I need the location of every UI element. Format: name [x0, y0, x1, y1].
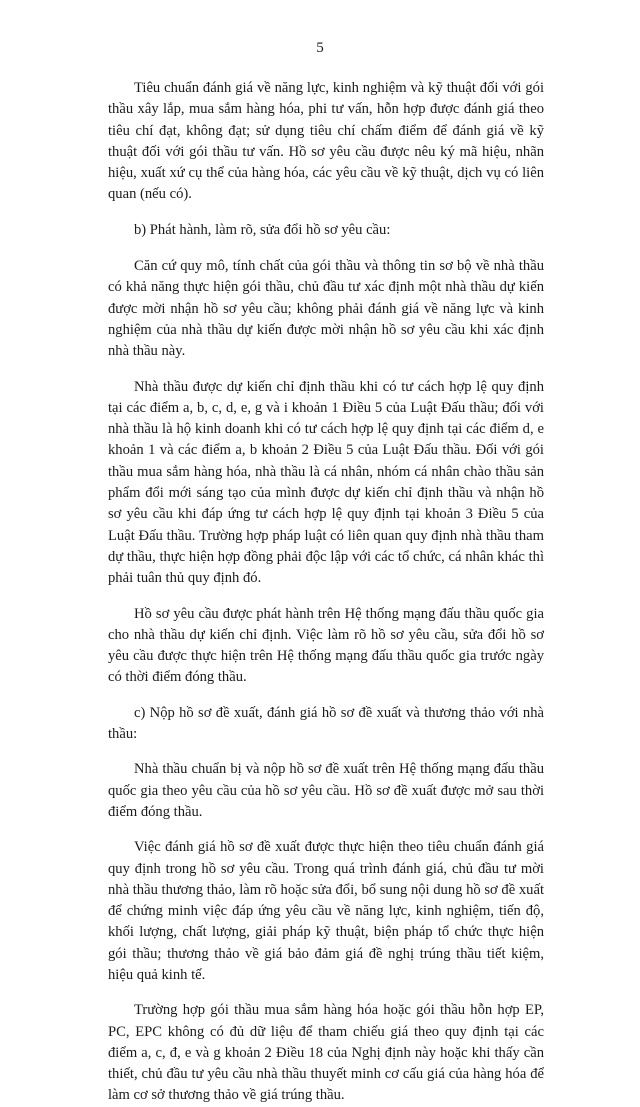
paragraph-expected-contractor: Căn cứ quy mô, tính chất của gói thầu và thông tin sơ bộ về nhà thầu có khả năng thực hiện gói thầu, chủ đầu tư xác định một nhà thầu dự kiến được mời nhận hồ sơ yêu cầu; không phải đánh giá về năng lực và kinh nghiệm của nhà thầu dự kiến được mời nhận hồ sơ yêu cầu khi xác định nhà thầu này. [108, 258, 544, 360]
paragraph-price-structure: Trường hợp gói thầu mua sắm hàng hóa hoặc gói thầu hỗn hợp EP, PC, EPC không có đủ dữ liệu để tham chiếu giá theo quy định tại các điểm a, c, đ, e và g khoản 2 Điều 18 của Nghị định này hoặc khi thấy cần thiết, chủ đầu tư yêu cầu nhà thầu thuyết minh cơ cấu giá của hàng hóa để làm cơ sở thương thảo về giá trúng thầu. [108, 1002, 544, 1104]
document-body [108, 78, 544, 1107]
heading-b-issue-clarify-amend: b) Phát hành, làm rõ, sửa đổi hồ sơ yêu cầu: [134, 221, 391, 238]
page-number: 5 [316, 40, 324, 56]
paragraph-request-dossier-issuance: Hồ sơ yêu cầu được phát hành trên Hệ thống mạng đấu thầu quốc gia cho nhà thầu dự kiến chỉ định. Việc làm rõ hồ sơ yêu cầu, sửa đổi hồ sơ yêu cầu được thực hiện trên Hệ thống mạng đấu thầu quốc gia trước ngày có thời điểm đóng thầu. [108, 605, 544, 686]
paragraph-proposal-submission: Nhà thầu chuẩn bị và nộp hồ sơ đề xuất trên Hệ thống mạng đấu thầu quốc gia theo yêu cầu của hồ sơ yêu cầu. Hồ sơ đề xuất được mở sau thời điểm đóng thầu. [108, 761, 544, 820]
paragraph-evaluation-criteria: Tiêu chuẩn đánh giá về năng lực, kinh nghiệm và kỹ thuật đối với gói thầu xây lắp, mua sắm hàng hóa, phi tư vấn, hỗn hợp được đánh giá theo tiêu chí đạt, không đạt; sử dụng tiêu chí chấm điểm để đánh giá về kỹ thuật đối với gói thầu tư vấn. Hồ sơ yêu cầu được nêu ký mã hiệu, nhãn hiệu, xuất xứ cụ thể của hàng hóa, các yêu cầu về kỹ thuật, dịch vụ có liên quan (nếu có). [108, 80, 544, 203]
paragraph-proposal-evaluation: Việc đánh giá hồ sơ đề xuất được thực hiện theo tiêu chuẩn đánh giá quy định trong hồ sơ yêu cầu. Trong quá trình đánh giá, chủ đầu tư mời nhà thầu thương thảo, làm rõ hoặc sửa đổi, bổ sung nội dung hồ sơ đề xuất để chứng minh việc đáp ứng yêu cầu về năng lực, kinh nghiệm, tiến độ, khối lượng, chất lượng, giải pháp kỹ thuật, biện pháp tổ chức thực hiện gói thầu; thương thảo về giá bảo đảm giá đề nghị trúng thầu tiết kiệm, hiệu quả kinh tế. [108, 839, 544, 983]
heading-c-submit-evaluate-negotiate: c) Nộp hồ sơ đề xuất, đánh giá hồ sơ đề xuất và thương thảo với nhà thầu: [108, 704, 544, 743]
paragraph-eligibility: Nhà thầu được dự kiến chỉ định thầu khi có tư cách hợp lệ quy định tại các điểm a, b, c, d, e, g và i khoản 1 Điều 5 của Luật Đấu thầu; đối với nhà thầu là hộ kinh doanh khi có tư cách hợp lệ quy định tại các điểm d, e khoản 1 và các điểm a, b khoản 2 Điều 5 của Luật Đấu thầu. Đối với gói thầu mua sắm hàng hóa, nhà thầu là cá nhân, nhóm cá nhân chào thầu sản phẩm đổi mới sáng tạo của mình được dự kiến chỉ định thầu và nhận hồ sơ yêu cầu khi đáp ứng tư cách hợp lệ quy định tại khoản 3 Điều 5 của Luật Đấu thầu. Trường hợp pháp luật có liên quan quy định nhà thầu tham dự thầu, thực hiện hợp đồng phải độc lập với các tổ chức, cá nhân khác thì phải tuân thủ quy định đó. [108, 378, 544, 587]
